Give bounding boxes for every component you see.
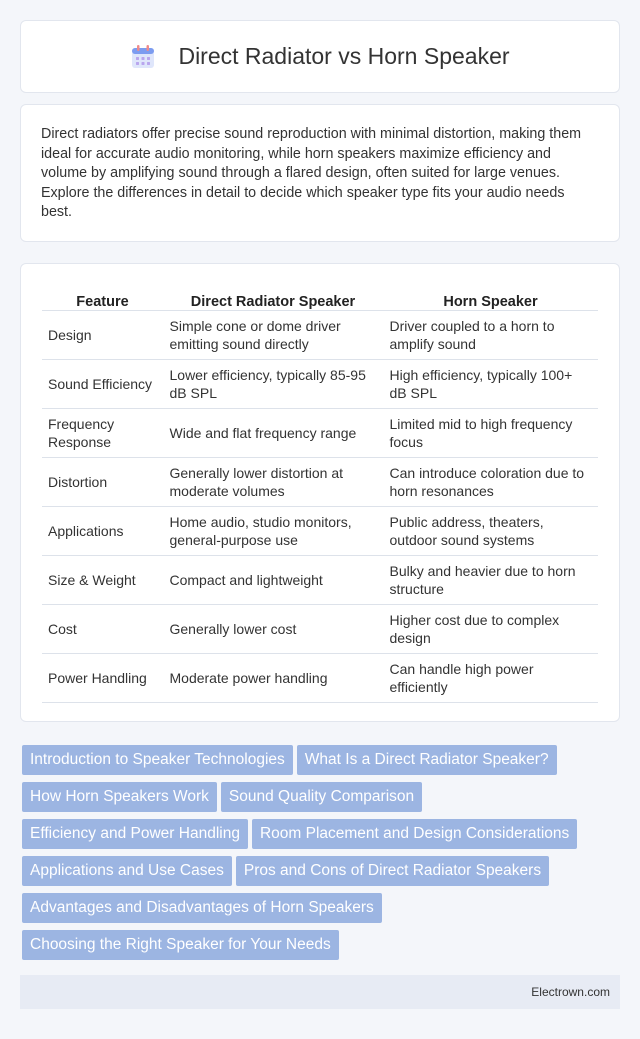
row-direct-radiator: Home audio, studio monitors, general-purpose use	[163, 506, 383, 555]
page-title: Direct Radiator vs Horn Speaker	[178, 43, 510, 69]
row-feature: Design	[42, 310, 163, 359]
table-row	[42, 359, 598, 408]
tag-applications[interactable]: Applications and Use Cases	[22, 856, 232, 886]
row-feature: Frequency Response	[42, 408, 163, 457]
row-feature: Power Handling	[42, 653, 163, 702]
table-header-row	[42, 286, 598, 310]
tag-introduction[interactable]: Introduction to Speaker Technologies	[22, 745, 293, 775]
header-feature: Feature	[42, 286, 163, 310]
tag-efficiency[interactable]: Efficiency and Power Handling	[22, 819, 248, 849]
row-direct-radiator: Compact and lightweight	[163, 555, 383, 604]
tag-sound-quality[interactable]: Sound Quality Comparison	[221, 782, 422, 812]
row-feature: Sound Efficiency	[42, 359, 163, 408]
calendar-icon	[130, 44, 156, 70]
row-horn: Public address, theaters, outdoor sound systems	[383, 506, 598, 555]
header-horn: Horn Speaker	[383, 286, 598, 310]
row-feature: Applications	[42, 506, 163, 555]
tag-horn-speakers[interactable]: How Horn Speakers Work	[22, 782, 217, 812]
row-horn: Higher cost due to complex design	[383, 604, 598, 653]
tag-room-placement[interactable]: Room Placement and Design Considerations	[252, 819, 577, 849]
tag-direct-radiator[interactable]: What Is a Direct Radiator Speaker?	[297, 745, 557, 775]
row-direct-radiator: Wide and flat frequency range	[163, 408, 383, 457]
footer-site-link[interactable]: Electrown.com	[531, 985, 610, 999]
intro-text: Direct radiators offer precise sound reproduction with minimal distortion, making them ideal for accurate audio monitoring, while horn speakers maximize efficiency and volume by amplifying sound through a flared design, often suited for large venues. Explore the differences in detail to decide which speaker type fits your audio needs best.	[41, 126, 582, 220]
header-card	[20, 20, 620, 93]
row-horn: Can handle high power efficiently	[383, 653, 598, 702]
table-row	[42, 310, 598, 359]
table-row	[42, 408, 598, 457]
row-direct-radiator: Lower efficiency, typically 85-95 dB SPL	[163, 359, 383, 408]
topic-tags	[22, 745, 618, 967]
row-direct-radiator: Simple cone or dome driver emitting sound directly	[163, 310, 383, 359]
row-horn: Can introduce coloration due to horn resonances	[383, 457, 598, 506]
comparison-table	[42, 286, 598, 703]
table-row	[42, 457, 598, 506]
row-horn: High efficiency, typically 100+ dB SPL	[383, 359, 598, 408]
row-feature: Cost	[42, 604, 163, 653]
table-row	[42, 555, 598, 604]
table-row	[42, 506, 598, 555]
row-feature: Size & Weight	[42, 555, 163, 604]
row-direct-radiator: Generally lower distortion at moderate volumes	[163, 457, 383, 506]
row-horn: Bulky and heavier due to horn structure	[383, 555, 598, 604]
row-horn: Limited mid to high frequency focus	[383, 408, 598, 457]
comparison-table-card	[20, 263, 620, 722]
row-direct-radiator: Moderate power handling	[163, 653, 383, 702]
tag-pros-cons-direct[interactable]: Pros and Cons of Direct Radiator Speakers	[236, 856, 549, 886]
row-feature: Distortion	[42, 457, 163, 506]
table-row	[42, 653, 598, 702]
table-row	[42, 604, 598, 653]
row-direct-radiator: Generally lower cost	[163, 604, 383, 653]
tag-choosing-speaker[interactable]: Choosing the Right Speaker for Your Needs	[22, 930, 339, 960]
intro-card	[20, 104, 620, 242]
tag-advantages-horn[interactable]: Advantages and Disadvantages of Horn Speakers	[22, 893, 382, 923]
footer	[20, 975, 620, 1009]
row-horn: Driver coupled to a horn to amplify sound	[383, 310, 598, 359]
header-direct-radiator: Direct Radiator Speaker	[163, 286, 383, 310]
